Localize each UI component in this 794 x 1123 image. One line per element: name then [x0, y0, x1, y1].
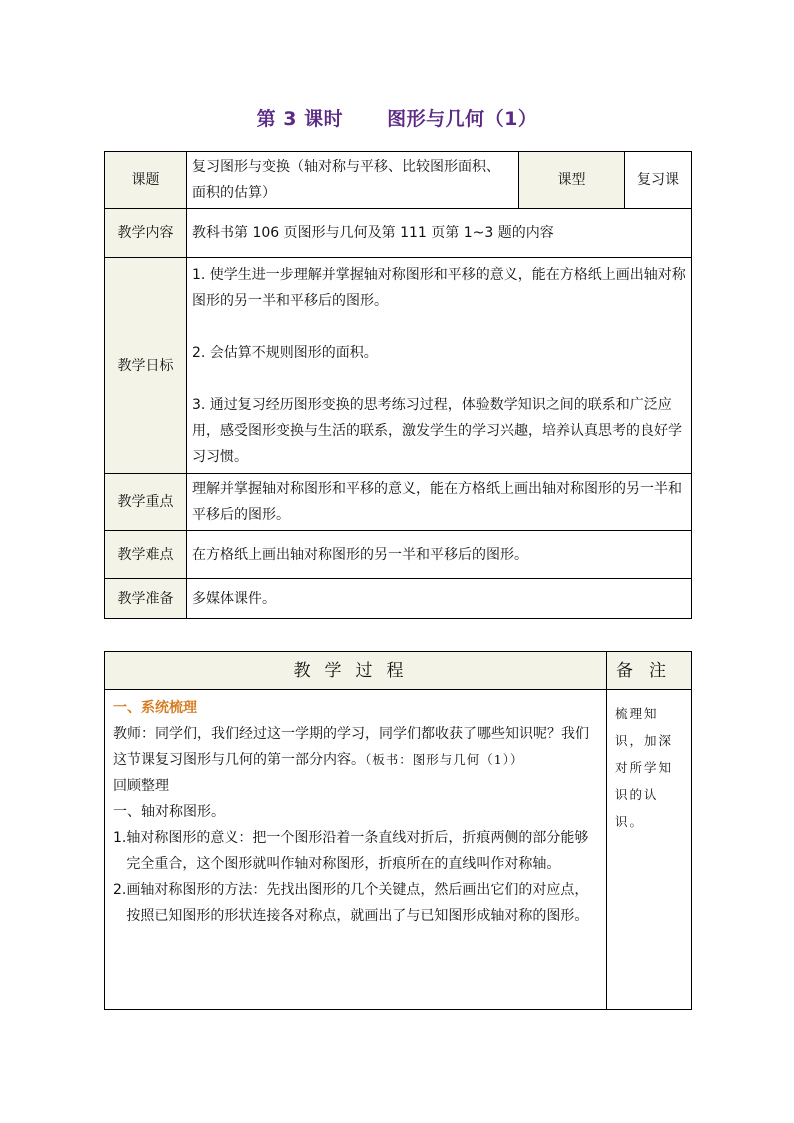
type-value: 复习课 — [625, 152, 692, 209]
process-header: 教学过程 — [105, 652, 607, 690]
goal-2: 2. 会估算不规则图形的面积。 — [192, 345, 378, 361]
difficult-label: 教学难点 — [105, 531, 187, 579]
review-label: 回顾整理 — [113, 778, 169, 794]
type-label: 课型 — [519, 152, 625, 209]
lesson-number: 第 3 课时 — [256, 108, 344, 130]
lesson-info-table — [104, 151, 692, 619]
list-item: 1. 轴对称图形的意义：把一个图形沿着一条直线对折后，折痕两侧的部分能够完全重合，这个图形就叫作轴对称图形，折痕所在的直线叫作对称轴。 — [113, 830, 589, 872]
lesson-topic: 图形与几何（1） — [387, 108, 538, 130]
teaching-process-table — [104, 651, 692, 1010]
topic-label: 课题 — [105, 152, 187, 209]
notes-cell: 梳理知识，加深对所学知识的认识。 — [607, 690, 692, 1010]
key-label: 教学重点 — [105, 474, 187, 531]
board-note: （板书：图形与几何（1）） — [365, 752, 524, 767]
teacher-text: 教师：同学们，我们经过这一学期的学习，同学们都收获了哪些知识呢？我们这节课复习图形与几何的第一部分内容。（板书：图形与几何（1）） — [113, 726, 589, 768]
prep-label: 教学准备 — [105, 579, 187, 619]
content-label: 教学内容 — [105, 209, 187, 258]
section-title: 一、系统梳理 — [113, 700, 197, 716]
subsection-title: 一、轴对称图形。 — [113, 804, 225, 820]
notes-header: 备注 — [607, 652, 692, 690]
topic-value: 复习图形与变换（轴对称与平移、比较图形面积、面积的估算） — [187, 152, 519, 209]
goal-1: 1. 使学生进一步理解并掌握轴对称图形和平移的意义，能在方格纸上画出轴对称图形的另一半和平移后的图形。 — [192, 267, 686, 309]
goal-3: 3. 通过复习经历图形变换的思考练习过程，体验数学知识之间的联系和广泛应用，感受图形变换与生活的联系，激发学生的学习兴趣，培养认真思考的良好学习习惯。 — [192, 397, 682, 465]
goals-label: 教学日标 — [105, 258, 187, 474]
goals-cell — [187, 258, 692, 474]
difficult-value: 在方格纸上画出轴对称图形的另一半和平移后的图形。 — [187, 531, 692, 579]
key-value: 理解并掌握轴对称图形和平移的意义，能在方格纸上画出轴对称图形的另一半和平移后的图形。 — [187, 474, 692, 531]
content-value: 教科书第 106 页图形与几何及第 111 页第 1~3 题的内容 — [187, 209, 692, 258]
process-body — [105, 690, 607, 1010]
list-item: 2. 画轴对称图形的方法：先找出图形的几个关键点，然后画出它们的对应点，按照已知图形的形状连接各对称点，就画出了与已知图形成轴对称的图形。 — [113, 882, 589, 924]
prep-value: 多媒体课件。 — [187, 579, 692, 619]
page-title — [0, 104, 794, 131]
